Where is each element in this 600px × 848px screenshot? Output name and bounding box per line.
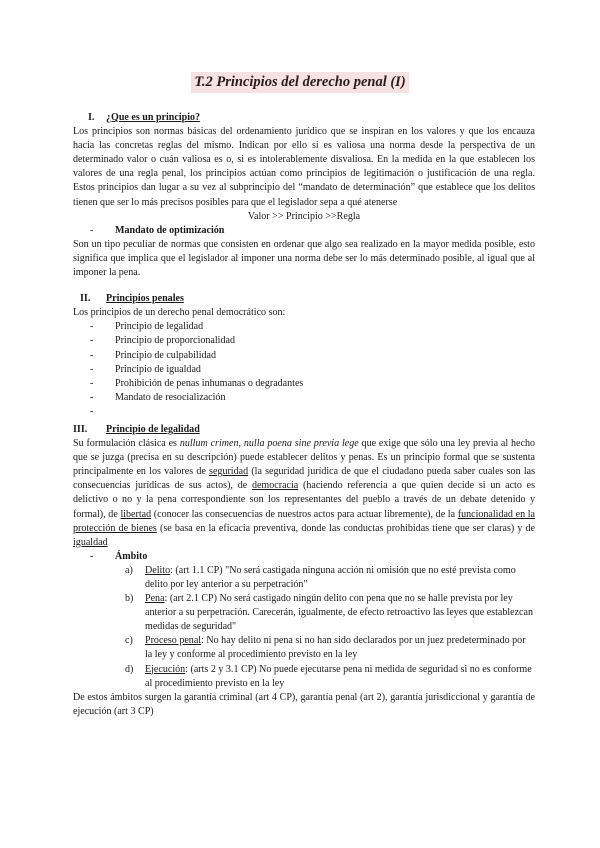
list-item: - Mandato de resocialización xyxy=(90,391,226,403)
section-1-title: ¿Que es un principio? xyxy=(106,112,201,123)
subheading-mandato xyxy=(73,224,535,238)
value-igualdad: igualdad xyxy=(73,536,108,548)
value-principle-rule-formula: Valor >> Principio >>Regla xyxy=(247,210,361,222)
title-container xyxy=(0,72,600,93)
list-item-empty: - xyxy=(90,405,94,417)
principles-list xyxy=(73,320,535,419)
list-item: - Principio de igualdad xyxy=(90,363,201,375)
section-3-title: Principio de legalidad xyxy=(106,423,200,435)
list-item: - Principio de culpabilidad xyxy=(90,349,217,361)
ambito-item-ejecucion: d) Ejecución: (arts 2 y 3.1 CP) No puede ejecutarse pena ni medida de seguridad si no es conforme al procedimiento previsto en la ley xyxy=(125,663,532,689)
ambito-list xyxy=(73,564,535,691)
list-item: - Prohibición de penas inhumanas o degradantes xyxy=(90,377,304,389)
section-3-number: III. xyxy=(73,423,88,435)
document-body xyxy=(73,111,535,719)
subheading-ambito xyxy=(73,550,535,564)
section-2-heading xyxy=(73,292,535,306)
section-2-title: Principios penales xyxy=(106,293,184,305)
legalidad-paragraph: Su formulación clásica es nullum crimen, nulla poena sine previa lege que exige que sólo una ley previa al hecho que se juzga (precisa en su descripción) puede establecer delitos y penas. Es un principio formal que se sustenta principalmente en los valores de seguridad (la seguridad jurídica de que el ciudadano pueda saber cuales son las consecuencias jurídicas de sus actos), de democracia (haciendo referencia a que quien decide si un acto es delictivo o no y la pena correspondiente son los representantes del pueblo a través de un debate detenido y formal), de libertad (conocer las consecuencias de nuestros actos para actuar libremente), de la funcionalidad en la protección de bienes (se basa en la eficacia preventiva, donde las conductas prohibidas tiene que ser claras) y de igualdad xyxy=(73,438,536,548)
section-2-number: II. xyxy=(80,293,91,305)
section-2-intro: Los principios de un derecho penal democrático son: xyxy=(73,307,286,319)
latin-maxim: nullum crimen, nulla poena sine previa lege xyxy=(179,438,359,450)
ambito-item-pena: b) Pena: (art 2.1 CP) No será castigado ningún delito con pena que no se halle prevista por ley anterior a su perpetración. Carecerán, igualmente, de efecto retroactivo las leyes que establezcan medidas de seguridad" xyxy=(125,593,534,633)
section-3-heading xyxy=(73,423,535,437)
value-democracia: democracia xyxy=(251,480,299,492)
section-1-number: I. xyxy=(88,112,95,123)
list-item: - Principio de proporcionalidad xyxy=(90,335,235,347)
value-libertad: libertad xyxy=(120,508,152,520)
section-1-heading xyxy=(73,111,535,125)
value-seguridad: seguridad xyxy=(209,466,249,478)
document-title: T.2 Principios del derecho penal (I) xyxy=(191,72,408,93)
closing-paragraph: De estos ámbitos surgen la garantía criminal (art 4 CP), garantía penal (art 2), garantía jurisdiccional y garantía de ejecución (art 3 CP) xyxy=(73,691,535,717)
value-funcionalidad: funcionalidad en la protección de bienes xyxy=(73,508,535,534)
list-item: - Principio de legalidad xyxy=(90,321,204,333)
section-1-paragraph: Los principios son normas básicas del ordenamiento jurídico que se inspiran en los valores y que los encauza hacia las concretas reglas del mismo. Indican por ello si es valiosa una norma desde la perspectiva de un determinado valor o cuán valiosa es o, si es intolerablemente disvaliosa. En la medida en la que establecen los valores de una regla penal, los principios actúan como principios de legitimación o justificación de una regla. Estos principios dan lugar a su vez al subprincipio del “mandato de determinación” que establece que los delitos tienen que ser lo más precisos posibles para que el legislador sepa a qué atenerse xyxy=(73,126,535,208)
dash-bullet: - xyxy=(90,550,94,562)
subheading-mandato-label: Mandato de optimización xyxy=(115,224,225,236)
dash-bullet: - xyxy=(90,224,94,236)
subheading-ambito-label: Ámbito xyxy=(115,550,148,562)
ambito-item-proceso: c) Proceso penal: No hay delito ni pena si no han sido declarados por un juez predeterminado por la ley y conforme al procedimiento previsto en la ley xyxy=(125,635,526,661)
mandato-paragraph: Son un tipo peculiar de normas que consisten en ordenar que algo sea realizado en la mayor medida posible, esto significa que implica que el legislador al imponer una norma debe ser lo más determinado posible, al igual que al imponer la pena. xyxy=(73,238,535,279)
ambito-item-delito: a) Delito: (art 1.1 CP) "No será castigada ninguna acción ni omisión que no esté prevista como delito por ley anterior a su perpetración" xyxy=(125,564,516,590)
